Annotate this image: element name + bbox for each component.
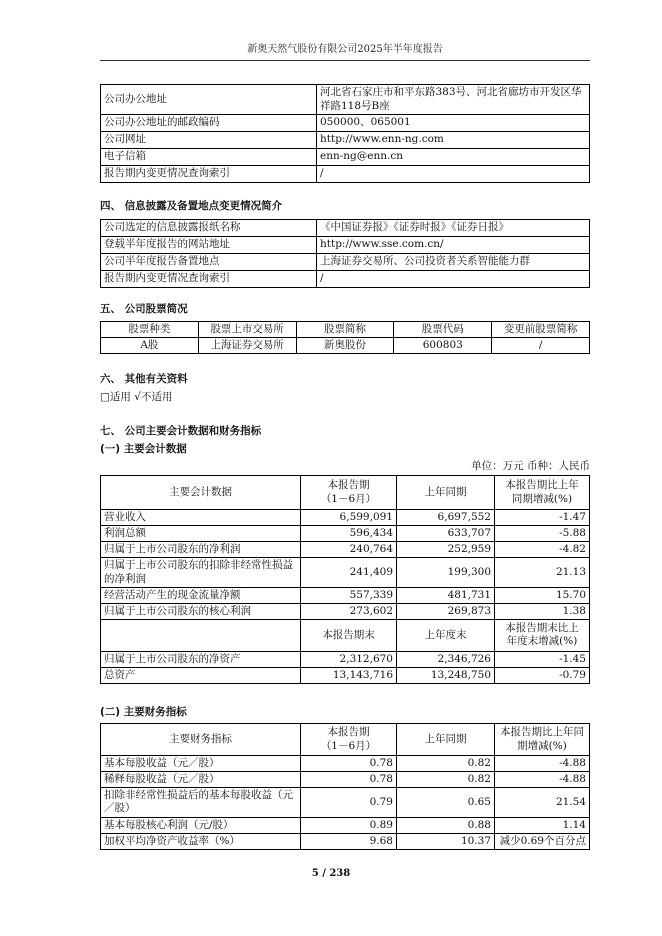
page-header: 新奥天然气股份有限公司2025年半年度报告	[247, 44, 443, 55]
row-label: 报告期内变更情况查询索引	[101, 271, 317, 288]
table-row	[101, 254, 590, 271]
table-cell: -5.88	[495, 526, 590, 542]
table-cell: -4.88	[495, 756, 590, 772]
row-value: 上海证券交易所、公司投资者关系智能能力群	[317, 254, 590, 271]
row-label: 公司选定的信息披露报纸名称	[101, 220, 317, 237]
row-value: 河北省石家庄市和平东路383号、河北省廊坊市开发区华祥路118号B座	[317, 85, 590, 115]
table-cell: 21.54	[495, 788, 590, 817]
table-header-row	[101, 619, 590, 651]
table-cell: 0.88	[397, 817, 495, 833]
table-cell: 557,339	[301, 587, 397, 603]
column-header: 本报告期末比上 年度末增减(%)	[495, 619, 590, 651]
column-header: 主要会计数据	[101, 476, 301, 510]
table-cell: 0.78	[301, 772, 397, 788]
table-header-row	[101, 724, 590, 756]
disclosure-table	[100, 219, 590, 288]
table-row	[101, 756, 590, 772]
table-row	[101, 132, 590, 149]
table-cell: 269,873	[397, 603, 495, 619]
table-row	[101, 85, 590, 115]
table-cell: 596,434	[301, 526, 397, 542]
unit-currency-note: 单位：万元 币种：人民币	[471, 460, 590, 472]
row-label: 基本每股核心利润（元/股）	[101, 817, 301, 833]
table-cell: -4.88	[495, 772, 590, 788]
table-cell: 199,300	[397, 558, 495, 587]
row-value: enn-ng@enn.cn	[317, 149, 590, 166]
table-row	[101, 237, 590, 254]
table-cell: 0.82	[397, 756, 495, 772]
table-cell: 13,248,750	[397, 668, 495, 684]
table-cell: 600803	[394, 338, 492, 354]
row-value: http://www.enn-ng.com	[317, 132, 590, 149]
table-cell: 6,697,552	[397, 510, 495, 526]
table-row	[101, 788, 590, 817]
table-cell: 21.13	[495, 558, 590, 587]
page-number: 5 / 238	[311, 868, 351, 879]
row-value: http://www.sse.com.cn/	[317, 237, 590, 254]
table-cell: 0.78	[301, 756, 397, 772]
row-label: 报告期内变更情况查询索引	[101, 166, 317, 183]
table-header-row	[101, 476, 590, 510]
column-header	[101, 619, 301, 651]
table-row	[101, 603, 590, 619]
header-divider	[100, 60, 590, 61]
table-cell: 0.82	[397, 772, 495, 788]
column-header: 变更前股票简称	[492, 322, 590, 338]
table-row	[101, 772, 590, 788]
applicability-options: □适用 √不适用	[100, 391, 173, 403]
table-cell: 13,143,716	[301, 668, 397, 684]
row-label: 扣除非经常性损益后的基本每股收益（元／股）	[101, 788, 301, 817]
column-header: 本报告期比上年 同期增减(%)	[495, 476, 590, 510]
table-cell: 2,312,670	[301, 651, 397, 667]
table-cell: 273,602	[301, 603, 397, 619]
table-row	[101, 558, 590, 587]
table-row	[101, 651, 590, 667]
table-cell: 2,346,726	[397, 651, 495, 667]
table-cell: 252,959	[397, 542, 495, 558]
column-header: 本报告期 （1－6月）	[301, 724, 397, 756]
table-cell: -0.79	[495, 668, 590, 684]
table-cell: 240,764	[301, 542, 397, 558]
section-7-title: 七、 公司主要会计数据和财务指标	[100, 425, 262, 437]
column-header: 股票上市交易所	[198, 322, 296, 338]
column-header: 本报告期末	[301, 619, 397, 651]
table-cell: 10.37	[397, 833, 495, 849]
row-value: /	[317, 166, 590, 183]
table-cell: 633,707	[397, 526, 495, 542]
row-label: 登载半年度报告的网站地址	[101, 237, 317, 254]
office-info-table	[100, 84, 590, 183]
financial-indicators-table	[100, 723, 590, 850]
row-label: 归属于上市公司股东的核心利润	[101, 603, 301, 619]
column-header: 股票种类	[101, 322, 199, 338]
table-row	[101, 510, 590, 526]
table-row	[101, 149, 590, 166]
financial-indicators-subtitle: (二) 主要财务指标	[100, 706, 187, 718]
section-5-title: 五、 公司股票简况	[100, 303, 188, 315]
table-cell: -1.47	[495, 510, 590, 526]
accounting-data-table	[100, 475, 590, 684]
table-row	[101, 526, 590, 542]
table-cell: -1.45	[495, 651, 590, 667]
row-label: 基本每股收益（元／股）	[101, 756, 301, 772]
table-row	[101, 668, 590, 684]
table-row	[101, 338, 590, 354]
table-cell: 0.89	[301, 817, 397, 833]
table-row	[101, 220, 590, 237]
row-label: 稀释每股收益（元／股）	[101, 772, 301, 788]
table-header-row	[101, 322, 590, 338]
row-label: 公司网址	[101, 132, 317, 149]
section-6-title: 六、 其他有关资料	[100, 373, 188, 385]
row-value: 《中国证券报》《证券时报》《证券日报》	[317, 220, 590, 237]
table-cell: /	[492, 338, 590, 354]
table-row	[101, 587, 590, 603]
table-row	[101, 115, 590, 132]
row-label: 电子信箱	[101, 149, 317, 166]
row-label: 加权平均净资产收益率（%）	[101, 833, 301, 849]
row-label: 营业收入	[101, 510, 301, 526]
table-cell: 0.65	[397, 788, 495, 817]
table-cell: 9.68	[301, 833, 397, 849]
column-header: 上年同期	[397, 476, 495, 510]
table-cell: 1.14	[495, 817, 590, 833]
accounting-data-subtitle: (一) 主要会计数据	[100, 443, 187, 455]
row-label: 归属于上市公司股东的扣除非经常性损益的净利润	[101, 558, 301, 587]
table-cell: 减少0.69个百分点	[495, 833, 590, 849]
table-cell: 0.79	[301, 788, 397, 817]
table-cell: -4.82	[495, 542, 590, 558]
row-value: 050000、065001	[317, 115, 590, 132]
table-row	[101, 817, 590, 833]
column-header: 股票代码	[394, 322, 492, 338]
table-cell: 241,409	[301, 558, 397, 587]
row-label: 公司办公地址	[101, 85, 317, 115]
column-header: 主要财务指标	[101, 724, 301, 756]
table-cell: 1.38	[495, 603, 590, 619]
row-label: 利润总额	[101, 526, 301, 542]
stock-table	[100, 321, 590, 354]
table-cell: 15.70	[495, 587, 590, 603]
column-header: 本报告期 （1－6月）	[301, 476, 397, 510]
table-row	[101, 542, 590, 558]
table-cell: 481,731	[397, 587, 495, 603]
column-header: 上年同期	[397, 724, 495, 756]
row-label: 公司半年度报告备置地点	[101, 254, 317, 271]
table-cell: A股	[101, 338, 199, 354]
table-row	[101, 833, 590, 849]
section-4-title: 四、 信息披露及备置地点变更情况简介	[100, 200, 283, 212]
table-cell: 新奥股份	[296, 338, 394, 354]
table-row	[101, 166, 590, 183]
row-label: 归属于上市公司股东的净利润	[101, 542, 301, 558]
row-label: 总资产	[101, 668, 301, 684]
column-header: 股票简称	[296, 322, 394, 338]
column-header: 本报告期比上年同 期增减(%)	[495, 724, 590, 756]
row-label: 经营活动产生的现金流量净额	[101, 587, 301, 603]
table-cell: 6,599,091	[301, 510, 397, 526]
column-header: 上年度末	[397, 619, 495, 651]
row-label: 归属于上市公司股东的净资产	[101, 651, 301, 667]
table-row	[101, 271, 590, 288]
row-value: /	[317, 271, 590, 288]
row-label: 公司办公地址的邮政编码	[101, 115, 317, 132]
table-cell: 上海证券交易所	[198, 338, 296, 354]
